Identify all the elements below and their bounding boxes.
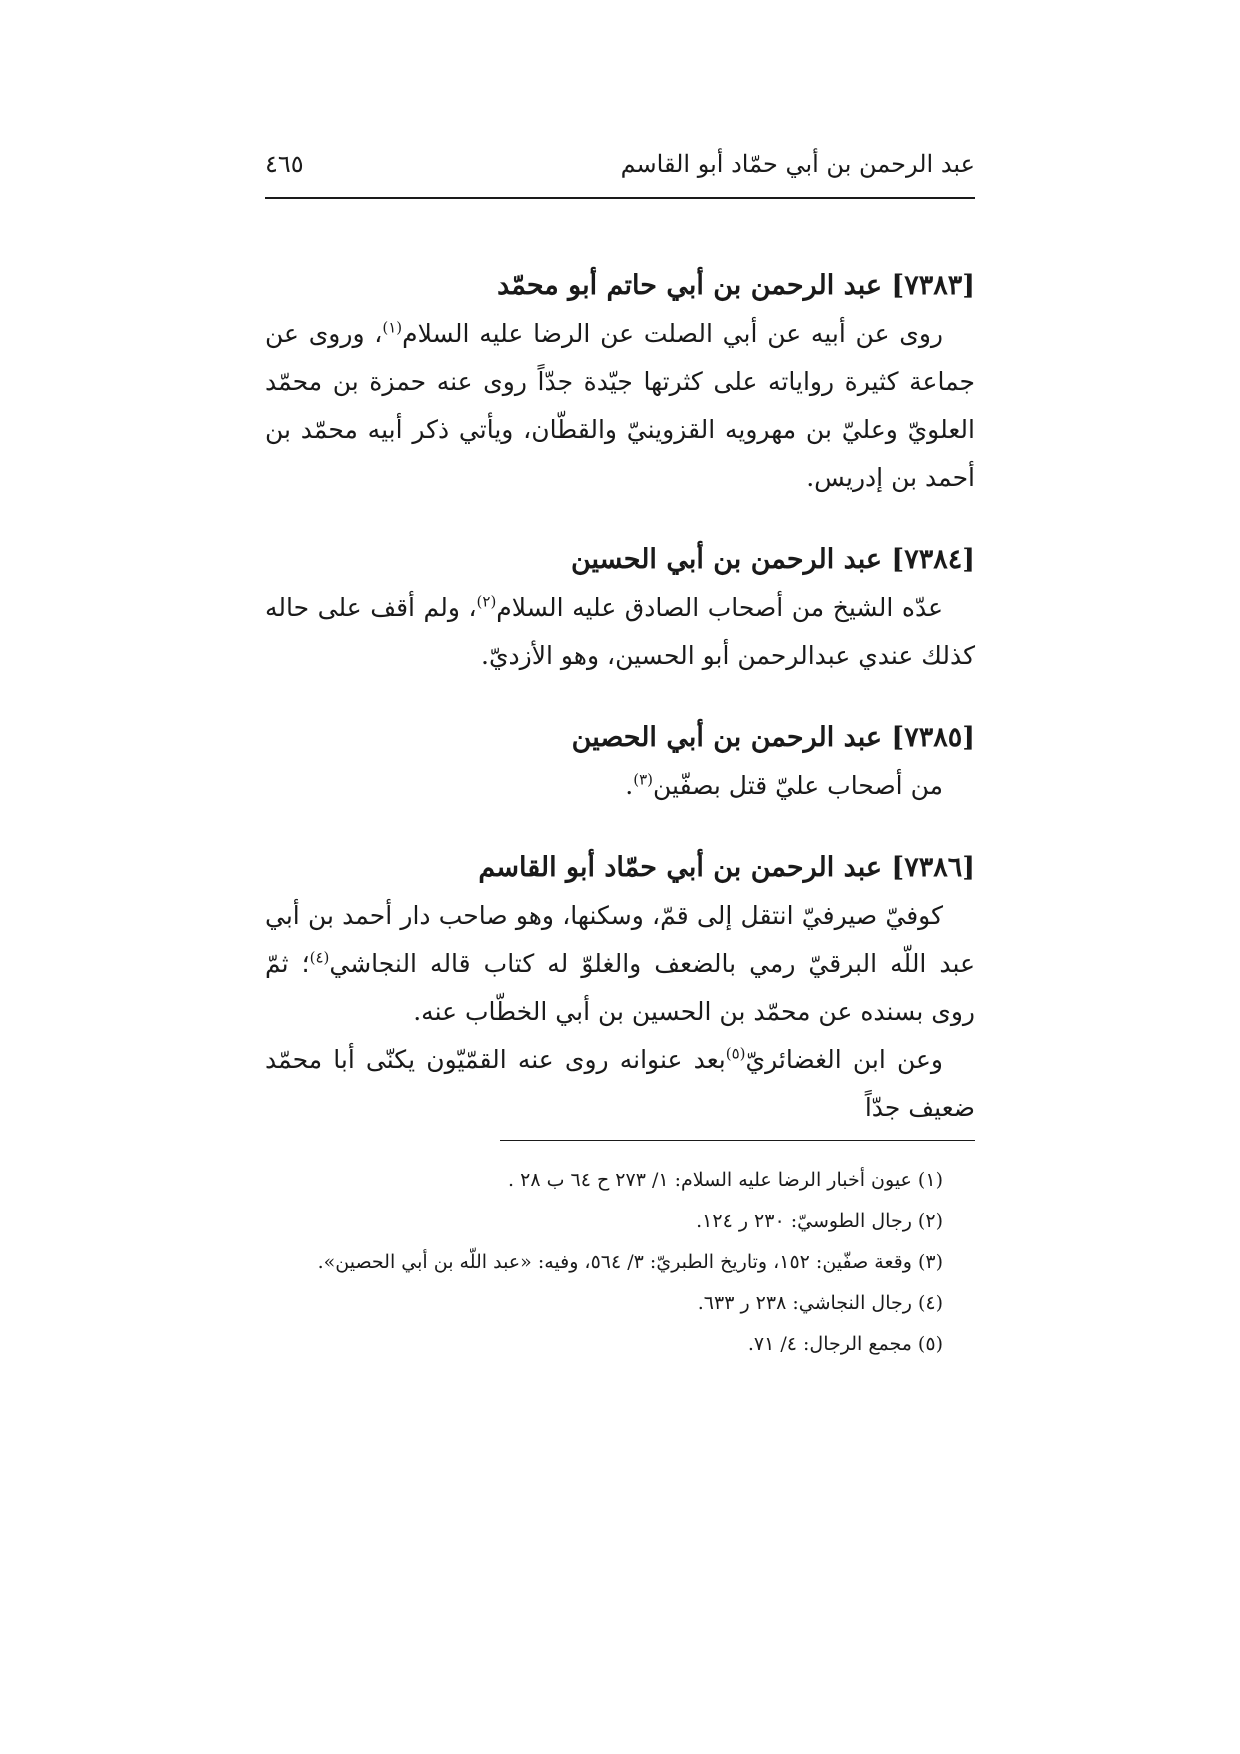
entry-title: [٧٣٨٦] عبد الرحمن بن أبي حمّاد أبو القاسم <box>478 852 975 883</box>
page-number: ٤٦٥ <box>265 150 304 178</box>
footnote-2: (٢) رجال الطوسيّ: ٢٣٠ ر ١٢٤. <box>696 1210 943 1232</box>
footnote-4: (٤) رجال النجاشي: ٢٣٨ ر ٦٣٣. <box>697 1292 943 1314</box>
entry-7384 <box>265 536 975 680</box>
entry-paragraph: عدّه الشيخ من أصحاب الصادق عليه السلام$^{(٢)}$، ولم أقف على حاله كذلك عندي عبدالرحمن أبو الحسين، وهو الأزديّ. <box>265 592 975 670</box>
footnote-ref[interactable]: (٣) <box>633 770 653 789</box>
entry-paragraph: روى عن أبيه عن أبي الصلت عن الرضا عليه السلام$^{(١)}$، وروى عن جماعة كثيرة رواياته على كثرتها جيّدة جدّاً روى عنه حمزة بن محمّد العلويّ وعليّ بن مهرويه القزوينيّ والقطّان، ويأتي ذكر أبيه محمّد بن أحمد بن إدريس. <box>265 318 975 492</box>
footnote-rule <box>500 1140 975 1141</box>
running-title: عبد الرحمن بن أبي حمّاد أبو القاسم <box>620 150 975 178</box>
header-rule <box>265 197 975 199</box>
footnote-ref[interactable]: (٤) <box>309 948 330 967</box>
entry-paragraph: وعن ابن الغضائريّ$^{(٥)}$بعد عنوانه روى عنه القمّيّون يكنّى أبا محمّد ضعيف جدّاً <box>265 1044 975 1122</box>
entry-title: [٧٣٨٣] عبد الرحمن بن أبي حاتم أبو محمّد <box>497 270 975 301</box>
entry-paragraph: كوفيّ صيرفيّ انتقل إلى قمّ، وسكنها، وهو صاحب دار أحمد بن أبي عبد اللّه البرقيّ رمي بالضعف والغلوّ له كتاب قاله النجاشي$^{(٤)}$؛ ثمّ روى بسنده عن محمّد بن الحسين بن أبي الخطّاب عنه. <box>265 901 975 1026</box>
footnote-ref[interactable]: (٢) <box>476 592 497 611</box>
footnote-1: (١) عيون أخبار الرضا عليه السلام: ١/ ٢٧٣ ح ٦٤ ب ٢٨ . <box>508 1169 943 1191</box>
entry-paragraph: من أصحاب عليّ قتل بصفّين$^{(٣)}$. <box>625 770 943 800</box>
main-text <box>265 262 975 1166</box>
entry-7385 <box>265 714 975 810</box>
footnote-3: (٣) وقعة صفّين: ١٥٢، وتاريخ الطبريّ: ٣/ ٥٦٤، وفيه: «عبد اللّه بن أبي الحصين». <box>317 1251 943 1273</box>
footnote-ref[interactable]: (١) <box>382 318 403 337</box>
running-header <box>265 150 975 178</box>
footnote-ref[interactable]: (٥) <box>725 1044 746 1063</box>
entry-title: [٧٣٨٤] عبد الرحمن بن أبي الحسين <box>570 544 975 575</box>
entry-title: [٧٣٨٥] عبد الرحمن بن أبي الحصين <box>571 722 975 753</box>
entry-7386 <box>265 844 975 1132</box>
footnote-5: (٥) مجمع الرجال: ٤/ ٧١. <box>747 1333 943 1355</box>
entry-7383 <box>265 262 975 502</box>
footnotes <box>265 1160 975 1365</box>
